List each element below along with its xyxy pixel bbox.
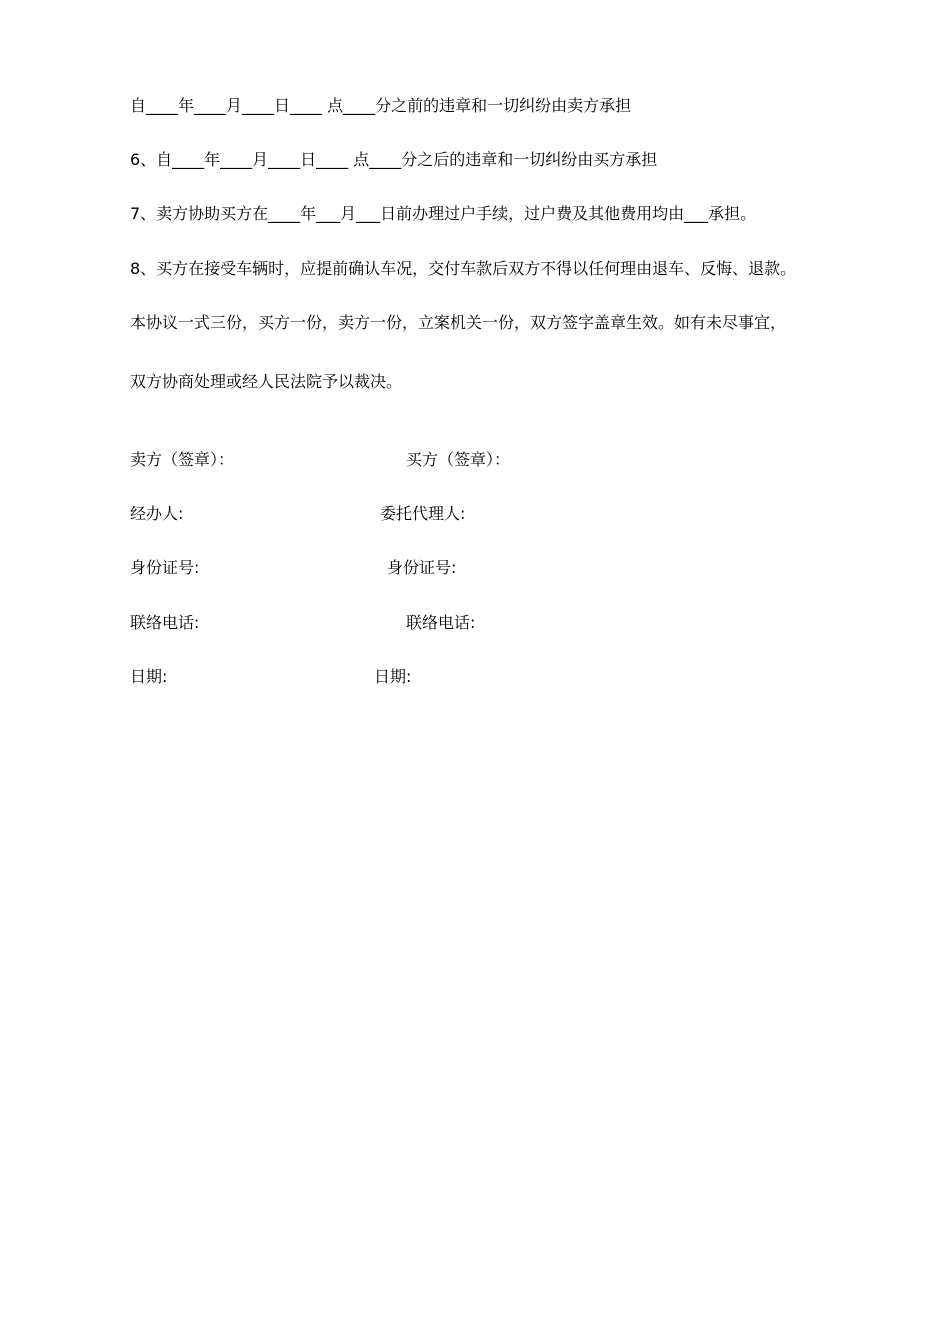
clause-line-1: 自____年____月____日____ 点____分之前的违章和一切纠纷由卖方承担: [130, 96, 632, 115]
id-number-label-right: 身份证号:: [387, 558, 457, 577]
date-label-right: 日期:: [374, 667, 412, 686]
seller-signature-label: 卖方（签章）：: [130, 450, 235, 469]
phone-label-left: 联络电话:: [130, 613, 200, 632]
handler-label: 经办人:: [130, 504, 184, 523]
date-label-left: 日期:: [130, 667, 168, 686]
clause-line-8: 8、买方在接受车辆时，应提前确认车况，交付车款后双方不得以任何理由退车、反悔、退款。: [130, 259, 797, 278]
closing-line-1: 本协议一式三份，买方一份，卖方一份，立案机关一份，双方签字盖章生效。如有未尽事宜，: [130, 313, 787, 332]
closing-line-2: 双方协商处理或经人民法院予以裁决。: [130, 372, 403, 391]
phone-label-right: 联络电话:: [406, 613, 476, 632]
buyer-signature-label: 买方（签章）：: [406, 450, 511, 469]
clause-line-6: 6、自____年____月____日____ 点____分之后的违章和一切纠纷由买方承担: [130, 150, 658, 169]
clause-line-7: 7、卖方协助买方在____年___月___日前办理过户手续，过户费及其他费用均由___承担。: [130, 204, 757, 223]
id-number-label-left: 身份证号:: [130, 558, 200, 577]
agent-label: 委托代理人:: [380, 504, 466, 523]
